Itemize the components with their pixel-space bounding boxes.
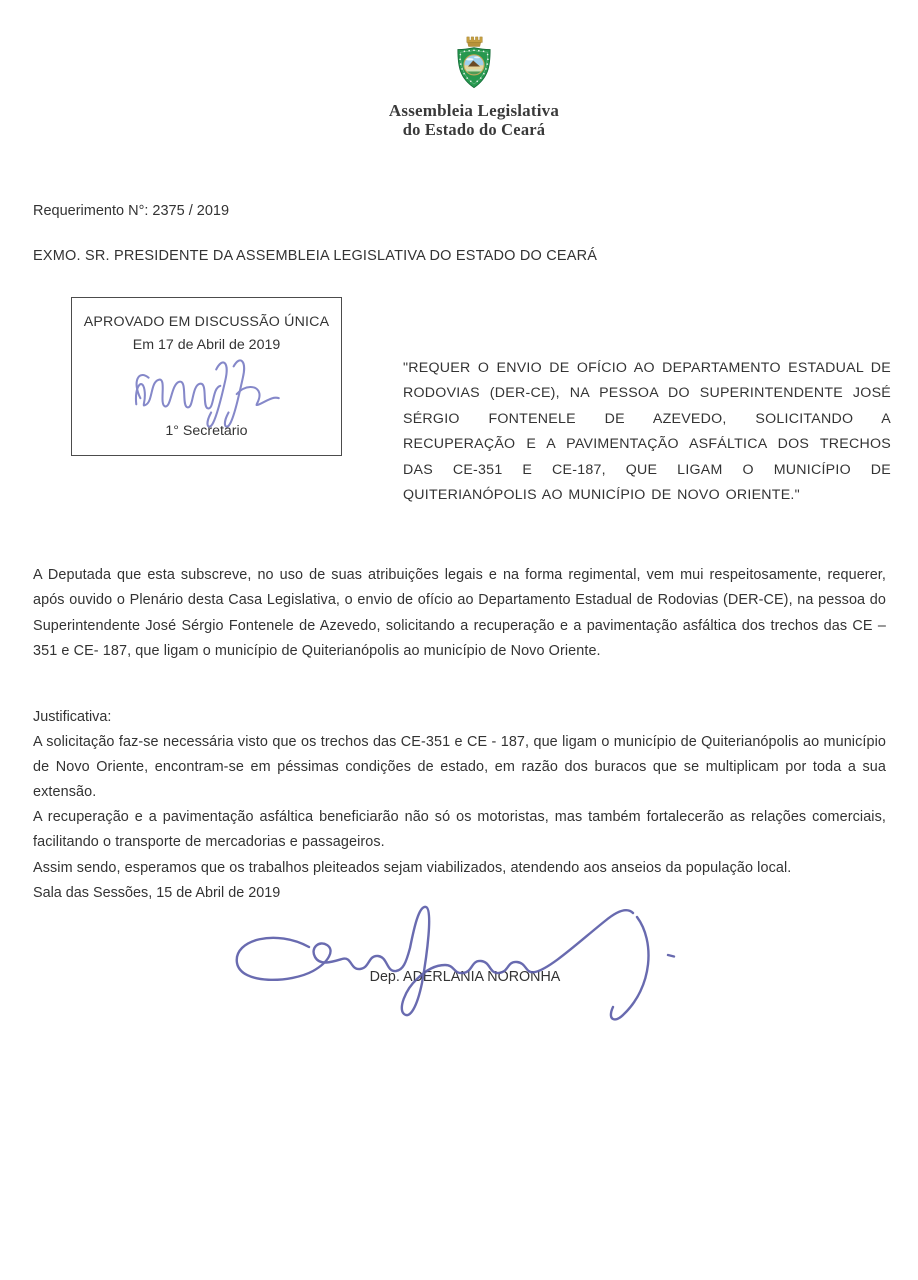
justification-label: Justificativa: (33, 709, 112, 725)
justification-paragraph: A solicitação faz-se necessária visto que os trechos das CE-351 e CE - 187, que ligam o município de Quiterianópolis ao município de Novo Oriente, encontram-se em péssimas condições de estado, em razão dos buracos que se multiplicam por toda a sua extensão. (33, 734, 886, 801)
justification-paragraph: A recuperação e a pavimentação asfáltica beneficiarão não só os motoristas, mas também fortalecerão as relações comerciais, facilitando o transporte de mercadorias e passageiros. (33, 809, 886, 851)
header-logo (374, 36, 574, 139)
summary-quote: "REQUER O ENVIO DE OFÍCIO AO DEPARTAMENTO ESTADUAL DE RODOVIAS (DER-CE), NA PESSOA DO SUPERINTENDENTE JOSÉ SÉRGIO FONTENELE DE AZEVEDO, SOLICITANDO A RECUPERAÇÃO E A PAVIMENTAÇÃO ASFÁLTICA DOS TRECHOS DAS CE-351 E CE-187, QUE LIGAM O MUNICÍPIO DE QUITERIANÓPOLIS AO MUNICÍPIO DE NOVO ORIENTE." (403, 360, 891, 504)
approval-status-text: APROVADO EM DISCUSSÃO ÚNICA (83, 314, 330, 330)
org-name-line2: do Estado do Ceará (402, 120, 546, 139)
requerimento-number: Requerimento N°: 2375 / 2019 (33, 203, 230, 219)
approval-date-text: Em 17 de Abril de 2019 (132, 337, 281, 353)
justification-paragraph: Assim sendo, esperamos que os trabalhos pleiteados sejam viabilizados, atendendo aos anseios da população local. (33, 859, 792, 876)
approval-stamp-box (71, 297, 342, 456)
body-paragraph: A Deputada que esta subscreve, no uso de suas atribuições legais e na forma regimental, vem mui respeitosamente, requerer, após ouvido o Plenário desta Casa Legislativa, o envio de ofício ao Departamento Estadual de Rodovias (DER-CE), na pessoa do Superintendente José Sérgio Fontenele de Azevedo, solicitando a recuperação e a pavimentação asfáltica dos trechos das CE – 351 e CE- 187, que ligam o município de Quiterianópolis ao município de Novo Oriente. (33, 567, 886, 659)
secretary-signature (127, 351, 287, 433)
addressee-line: EXMO. SR. PRESIDENTE DA ASSEMBLEIA LEGISLATIVA DO ESTADO DO CEARÁ (33, 248, 598, 264)
org-name-line1: Assembleia Legislativa (388, 101, 560, 120)
ceara-coat-of-arms-icon (450, 36, 498, 97)
deputy-signature (213, 893, 683, 1025)
session-date-line: Sala das Sessões, 15 de Abril de 2019 (33, 884, 281, 901)
justification-section (33, 705, 886, 906)
deputy-name: Dep. ADERLANIA NORONHA (369, 969, 561, 985)
secretary-title: 1° Secretario (165, 423, 248, 439)
